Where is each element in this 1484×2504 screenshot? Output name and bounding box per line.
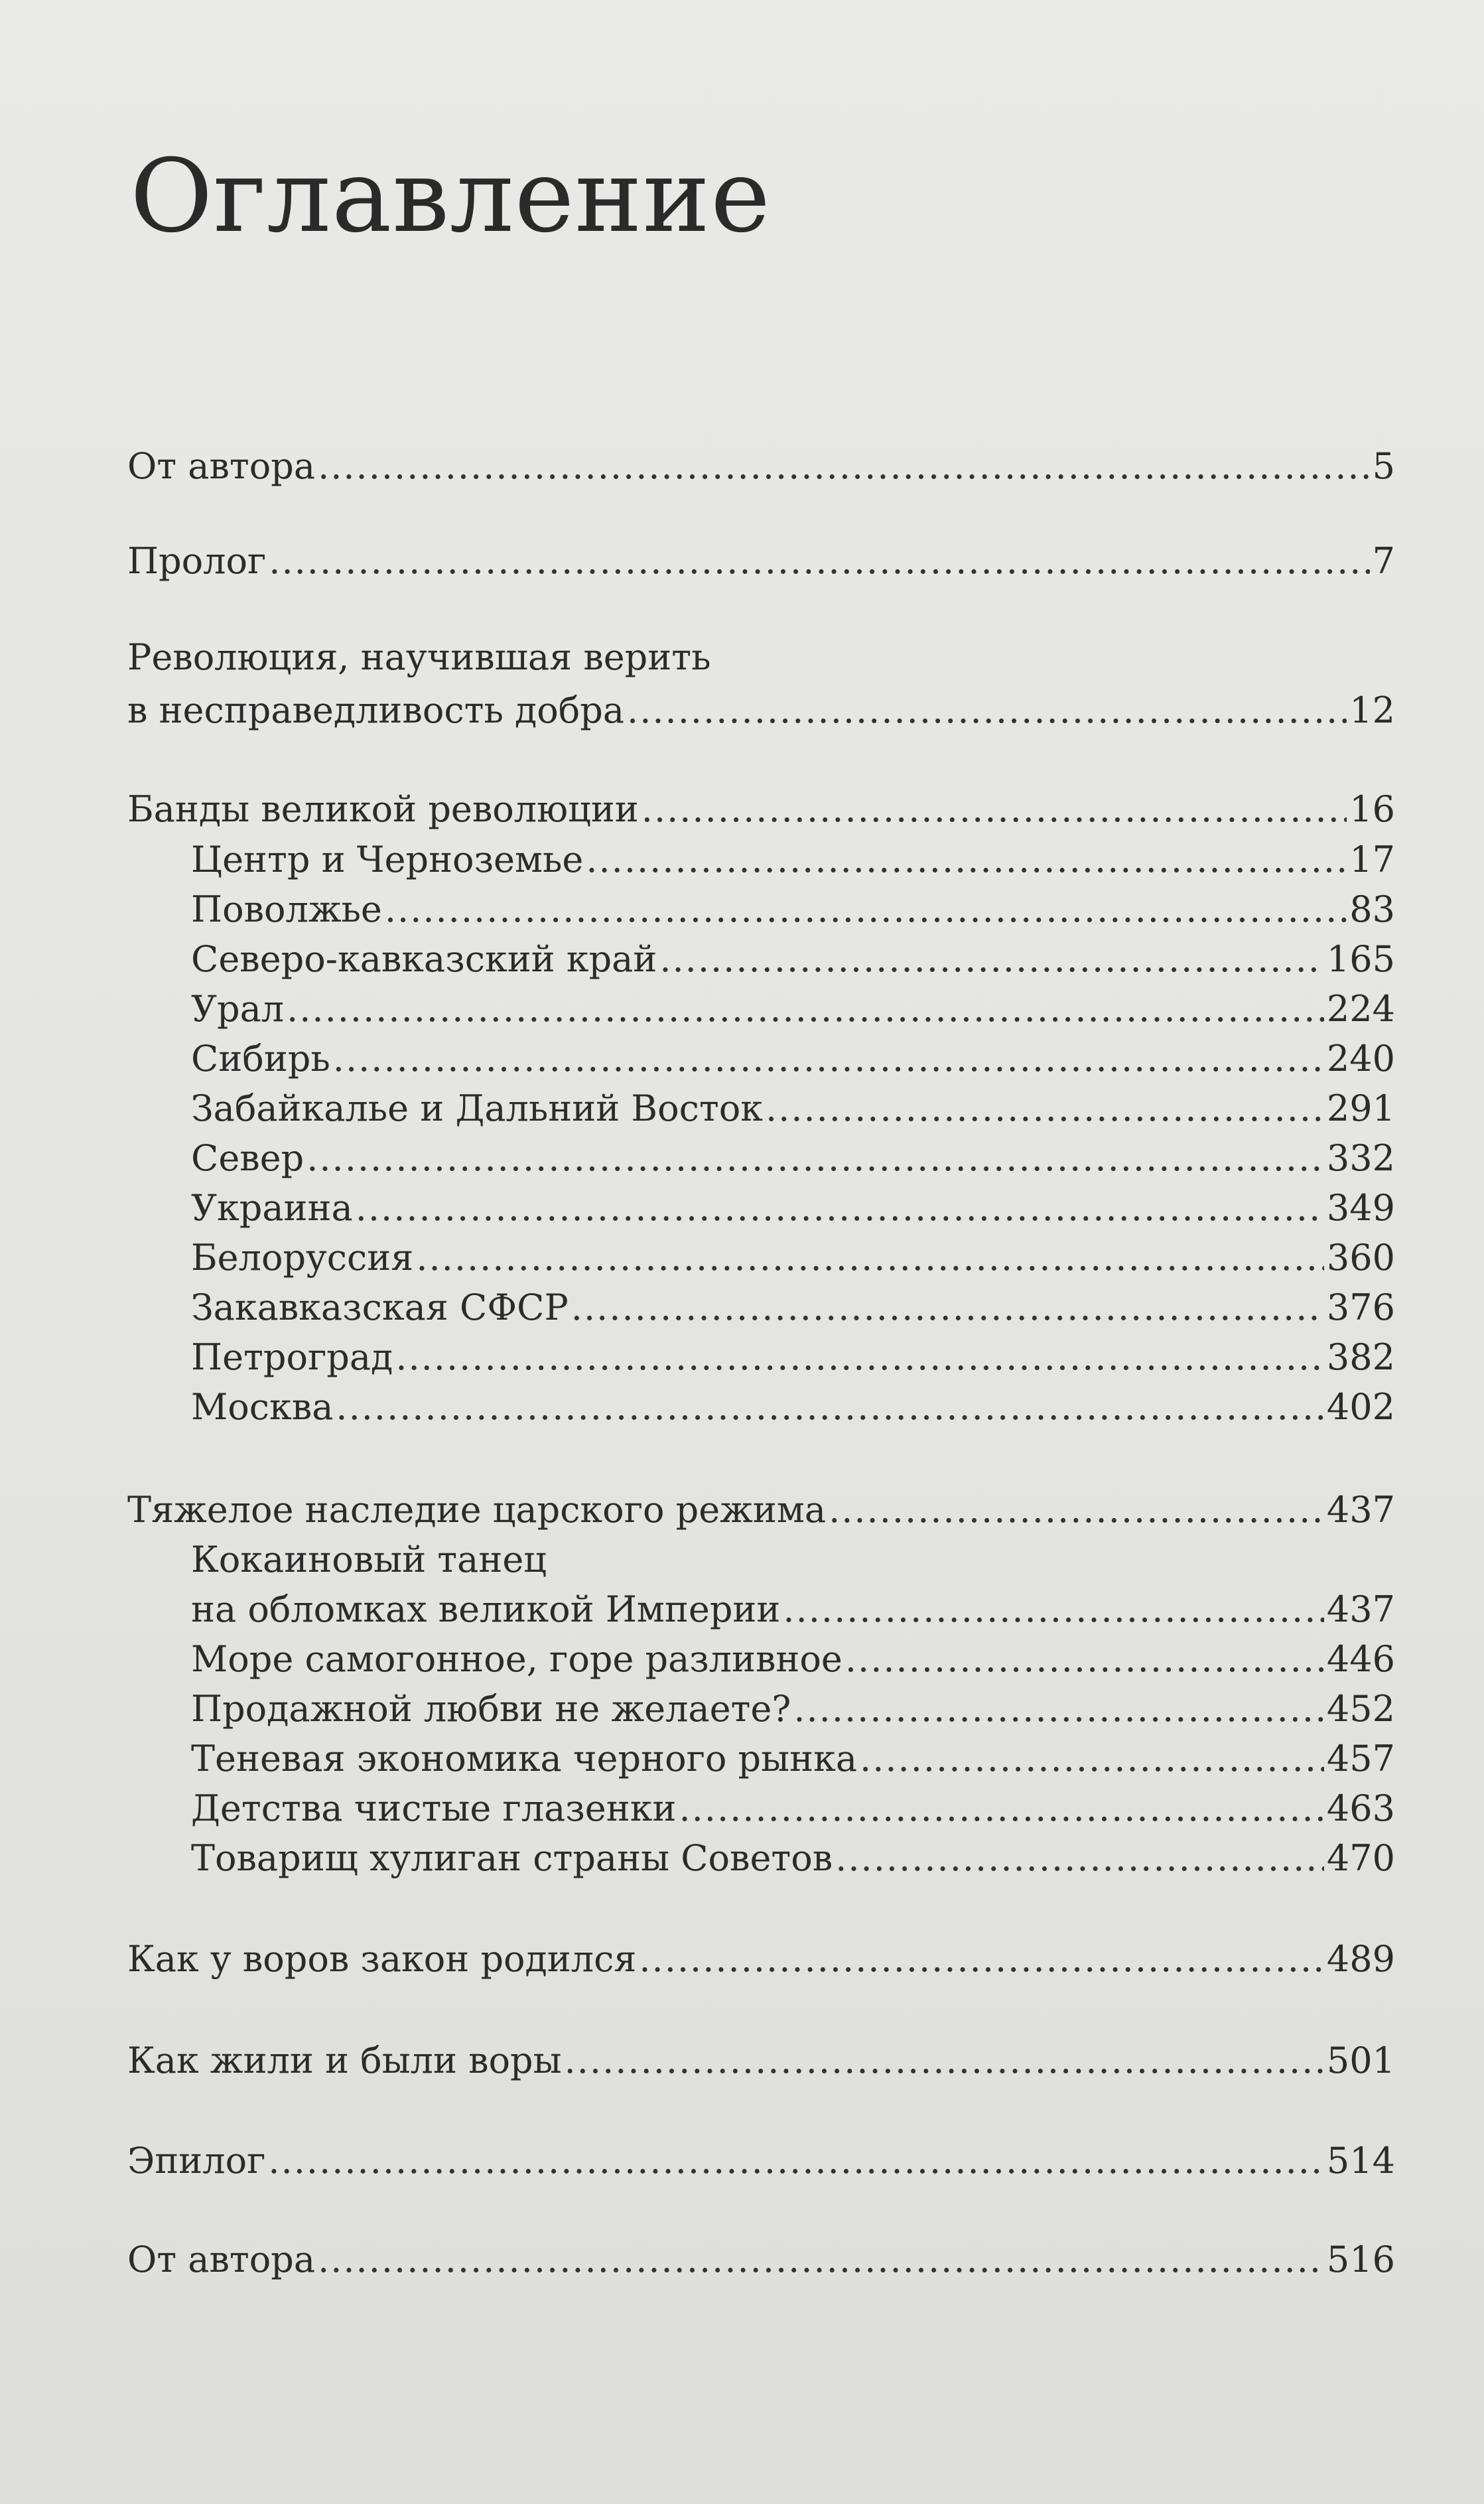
dot-leader [385,888,1347,932]
dot-leader [860,1737,1324,1781]
toc-entry-title: Центр и Черноземье [191,839,584,880]
toc-entry-page: 501 [1326,2040,1395,2081]
toc-entry-page: 17 [1349,839,1395,880]
dot-leader [641,788,1347,831]
toc-subentry [0,1286,1484,1330]
dot-leader [571,1286,1324,1330]
dot-leader [829,1488,1324,1532]
toc-subentry [0,1186,1484,1230]
toc-entry-page: 452 [1326,1688,1395,1730]
toc-entry-page: 457 [1326,1738,1395,1779]
toc-entry-title: Белоруссия [191,1237,414,1279]
dot-leader [395,1336,1324,1379]
toc-entry-page: 402 [1326,1386,1395,1428]
toc-entry [0,1488,1484,1532]
toc-entry-title: Эпилог [127,2140,266,2182]
toc-entry-page: 514 [1326,2140,1395,2182]
toc-entry-title: Пролог [127,540,267,582]
dot-leader [318,445,1370,488]
toc-entry-title: Урал [191,988,285,1030]
toc-entry-title: Как жили и были воры [127,2040,562,2081]
toc-entry [0,788,1484,831]
toc-entry-page: 382 [1326,1336,1395,1378]
toc-entry [0,2139,1484,2183]
toc-entry [0,2039,1484,2083]
toc-entry-page: 470 [1326,1837,1395,1879]
toc-subentry [0,1385,1484,1429]
toc-entry-title: Северо-кавказский край [191,938,657,980]
toc-subentry [0,1137,1484,1180]
toc-entry-page: 489 [1326,1938,1395,1980]
dot-leader [268,2139,1324,2183]
toc-subentry-first-line [0,1538,1484,1582]
dot-leader [318,2238,1324,2282]
toc-subentry [0,1236,1484,1280]
toc-entry-title: Море самогонное, горе разливное [191,1638,843,1680]
toc-entry-page: 16 [1349,788,1395,830]
dot-leader [565,2039,1324,2083]
toc-subentry [0,1588,1484,1632]
toc-entry-title: Тяжелое наследие царского режима [127,1489,827,1531]
toc-entry-page: 83 [1349,888,1395,930]
dot-leader [639,1937,1324,1981]
dot-leader [416,1236,1324,1280]
toc-entry-page: 437 [1326,1588,1395,1630]
toc-subentry [0,1737,1484,1781]
toc-subentry [0,1787,1484,1831]
toc-entry-title: Революция, научившая верить [127,636,711,678]
toc-subentry [0,1336,1484,1379]
toc-subentry [0,938,1484,981]
dot-leader [627,689,1347,732]
toc-entry-page: 463 [1326,1787,1395,1829]
toc-entry-title: Забайкалье и Дальний Восток [191,1087,763,1129]
toc-entry-page: 437 [1326,1489,1395,1531]
toc-entry-title: Москва [191,1386,334,1428]
toc-entry-page: 376 [1326,1287,1395,1328]
toc-entry-page: 291 [1326,1087,1395,1129]
toc-entry-page: 332 [1326,1137,1395,1179]
toc-entry [0,539,1484,583]
toc-entry-title: Теневая экономика черного рынка [191,1738,858,1779]
toc-entry-title: Продажной любви не желаете? [191,1688,791,1730]
toc-entry-title: Сибирь [191,1038,330,1079]
toc-entry-title: Петроград [191,1336,393,1378]
dot-leader [766,1087,1324,1131]
toc-subentry [0,888,1484,932]
toc-entry-page: 165 [1326,938,1395,980]
toc-entry [0,1937,1484,1981]
toc-entry [0,2238,1484,2282]
toc-subentry [0,1687,1484,1731]
toc-entry-title: Север [191,1137,304,1179]
page-title: Оглавление [130,137,772,255]
toc-entry-page: 240 [1326,1038,1395,1079]
toc-entry-first-line [0,636,1484,679]
toc-entry-title: Банды великой революции [127,788,639,830]
dot-leader [845,1637,1324,1681]
toc-entry-page: 516 [1326,2239,1395,2280]
toc-entry-page: 7 [1372,540,1395,582]
dot-leader [287,987,1324,1031]
dot-leader [356,1186,1324,1230]
toc-entry-title: Товарищ хулиган страны Советов [191,1837,833,1879]
toc-entry-title: Закавказская СФСР [191,1287,569,1328]
toc-subentry [0,1837,1484,1880]
dot-leader [659,938,1324,981]
toc-entry-page: 5 [1372,445,1395,487]
toc-entry [0,689,1484,732]
toc-entry-title: Украина [191,1187,353,1229]
toc-entry-page: 446 [1326,1638,1395,1680]
dot-leader [306,1137,1324,1180]
toc-entry [0,445,1484,488]
dot-leader [333,1037,1324,1081]
toc-entry-title: От автора [127,445,316,487]
toc-entry-title: Поволжье [191,888,382,930]
dot-leader [336,1385,1324,1429]
toc-entry-page: 360 [1326,1237,1395,1279]
toc-entry-title: на обломках великой Империи [191,1588,781,1630]
dot-leader [835,1837,1324,1880]
dot-leader [793,1687,1324,1731]
toc-subentry [0,987,1484,1031]
toc-entry-title: в несправедливость добра [127,689,625,731]
toc-subentry [0,1087,1484,1131]
toc-entry-page: 349 [1326,1187,1395,1229]
toc-subentry [0,838,1484,882]
toc-entry-title: От автора [127,2239,316,2280]
dot-leader [679,1787,1323,1831]
dot-leader [783,1588,1324,1632]
toc-entry-page: 224 [1326,988,1395,1030]
toc-entry-title: Кокаиновый танец [191,1539,547,1580]
toc-subentry [0,1037,1484,1081]
toc-entry-title: Как у воров закон родился [127,1938,637,1980]
toc-entry-title: Детства чистые глазенки [191,1787,677,1829]
dot-leader [586,838,1347,882]
toc-subentry [0,1637,1484,1681]
toc-entry-page: 12 [1349,689,1395,731]
dot-leader [269,539,1369,583]
